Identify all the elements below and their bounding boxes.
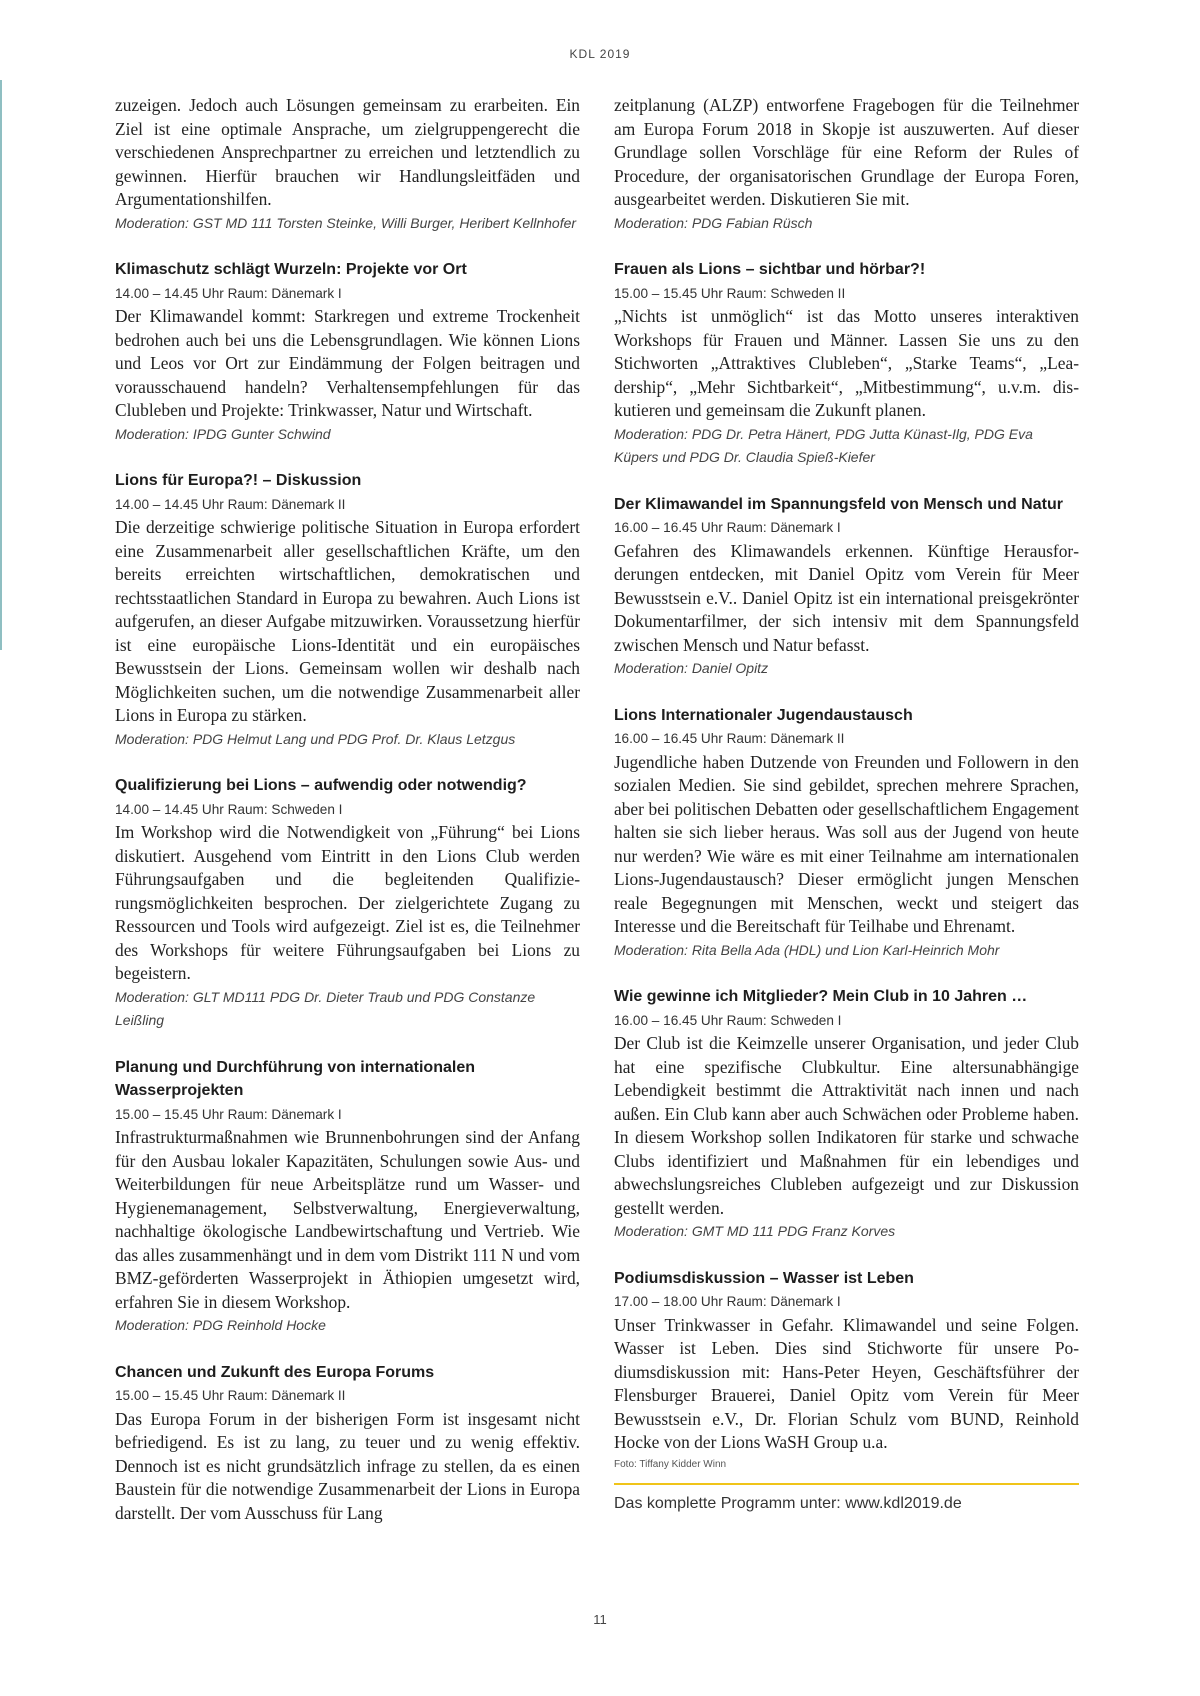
session-description: Unser Trinkwasser in Gefahr. Klimawandel und seine Folgen. Wasser ist Leben. Dies sind Stichworte für unsere Podiumsdiskussion mit: Hans-Peter Heyen, Geschäftsführer der Flensburger Brauerei, Daniel Opitz vom Verein für Meer Bewusstsein e.V., Dr. Florian Schulz vom BUND, Reinhold Hocke von der Lions WaSH Group u.a. [614, 1314, 1079, 1452]
page-number: 11 [593, 1612, 607, 1627]
intro-moderation: Moderation: GST MD 111 Torsten Steinke, Willi Burger, Heribert Kellnhofer [115, 214, 577, 231]
session-jugendaustausch [614, 704, 1079, 963]
intro-moderation: Moderation: PDG Fabian Rüsch [614, 214, 813, 231]
session-time-room: 15.00 – 15.45 Uhr Raum: Schweden II [614, 285, 846, 301]
intro-text: zeitplanung (ALZP) entworfene Fragebogen für die Teilnehmer am Europa Forum 2018 in Skopje ist auszuwerten. Auf dieser Grundlage sollen Vorschläge für eine Reform der Rules of Procedure, der organisatorischen Grundlage der Europa Foren, ausgearbeitet werden. Diskutieren Sie mit. [614, 95, 1079, 209]
session-mitglieder [614, 985, 1079, 1244]
session-podiumsdiskussion [614, 1267, 1079, 1475]
session-title: Lions Internationaler Jugendaustausch [614, 706, 913, 724]
intro-continued [115, 94, 580, 235]
session-time-room: 16.00 – 16.45 Uhr Raum: Schweden I [614, 1012, 842, 1028]
session-moderation: Moderation: IPDG Gunter Schwind [115, 425, 331, 442]
session-description: Infrastrukturmaßnahmen wie Brunnenbohrungen sind der Anfang für den Ausbau lokaler Kapazitäten, Schulungen sowie Aus- und Weiterbildungen für neue Arbeitsplätze rund um Wasser- und Hygienemanagement, Selbstverwaltung, Energieverwaltung, nachhaltige ökologische Landbewirtschaftung und Vertrieb. Wie das alles zusammenhängt und in dem vom Distrikt 111 N und vom BMZ-geförderten Wasserprojekt in Äthiopien umgesetzt wird, erfahren Sie in diesem Workshop. [115, 1127, 580, 1312]
session-frauen-als-lions [614, 258, 1079, 470]
session-europa-forum [115, 1361, 580, 1526]
session-wasserprojekte [115, 1056, 580, 1338]
session-description: Das Europa Forum in der bisherigen Form ist insgesamt nicht befriedigend. Es ist zu lang, zu teuer und zu wenig effektiv. Dennoch ist es nicht grundsätzlich infrage zu stellen, da es einen Baustein für die notwendige Zusammenarbeit der Lions in Europa darstellt. Der vom Ausschuss für Lang [115, 1408, 580, 1523]
session-title: Planung und Durchführung von internationalen Wasserprojekten [115, 1058, 475, 1099]
right-column [614, 94, 1079, 1518]
running-header: KDL 2019 [569, 47, 631, 61]
session-time-room: 14.00 – 14.45 Uhr Raum: Dänemark I [115, 285, 342, 301]
intro-continued [614, 94, 1079, 235]
session-description: Der Klimawandel kommt: Starkregen und extreme Trockenheit bedrohen auch bei uns die Lebensgrundlagen. Wie können Lions und Leos vor Ort zur Eindämmung der Folgen beitragen und vorausschauend handeln? Verhaltensempfehlungen für das Clubleben und Projekte: Trinkwasser, Natur und Wirtschaft. [115, 306, 580, 420]
session-description: Die derzeitige schwierige politische Situation in Europa erfordert eine Zusammenarbeit aller gesellschaftlichen Kräfte, um den bereits erreichten wirtschaftlichen, demokratischen und rechtsstaatlichen Standard in Europa zu bewahren. Auch Lions ist aufgerufen, an dieser Aufgabe mitzuwirken. Voraussetzung hierfür ist eine europäische Lions-Identität und ein europäisches Bewusstsein der Lions. Gemeinsam wollen wir deshalb nach Möglichkeiten suchen, um die notwendige Zusammenarbeit aller Lions in Europa zu stärken. [115, 517, 580, 725]
left-column [115, 94, 580, 1525]
program-link[interactable]: Das komplette Programm unter: www.kdl2019.de [614, 1494, 962, 1512]
session-time-room: 14.00 – 14.45 Uhr Raum: Dänemark II [115, 496, 346, 512]
session-moderation: Moderation: Daniel Opitz [614, 660, 769, 676]
session-klimaschutz [115, 258, 580, 446]
session-title: Klimaschutz schlägt Wurzeln: Projekte vor Ort [115, 261, 467, 278]
session-title: Qualifizierung bei Lions – aufwendig oder notwendig? [115, 777, 527, 794]
session-moderation: Moderation: Rita Bella Ada (HDL) und Lion Karl-Heinrich Mohr [614, 941, 1000, 958]
session-description: Jugendliche haben Dutzende von Freunden und Followern in den sozialen Medien. Sie sind gebildet, sprechen mehrere Sprachen, aber bei politischen Debatten oder gesellschaftlichem Engagement halten sie sich lieber heraus. Was soll aus der Jugend von heute nur werden? Wie wäre es mit einer Teilnahme am internationalen Lions-Jugendaustausch? Dieser ermöglicht jungen Menschen reale Begegnungen mit Menschen, weckt und steigert das Interesse und die Bereitschaft für Teilhabe und Ehrenamt. [614, 751, 1079, 936]
session-qualifizierung [115, 774, 580, 1033]
session-moderation: Moderation: GLT MD111 PDG Dr. Dieter Traub und PDG Constanze Leißling [115, 988, 536, 1028]
session-klimawandel [614, 493, 1079, 681]
session-title: Chancen und Zukunft des Europa Forums [115, 1363, 435, 1381]
session-description: Im Workshop wird die Notwendigkeit von „Führung“ bei Lions diskutiert. Ausgehend vom Eintritt in den Lions Club werden Führungsaufgaben und die begleitenden Qualifizierungsmöglichkeiten besprochen. Der zielgerichtete Zugang zu Ressourcen und Tools wird aufgezeigt. Ziel ist es, die Teilnehmer des Workshops für weitere Führungsaufgaben bei Lions zu begeistern. [115, 822, 580, 983]
session-title: Der Klimawandel im Spannungsfeld von Mensch und Natur [614, 495, 1063, 513]
session-time-room: 16.00 – 16.45 Uhr Raum: Dänemark I [614, 520, 841, 535]
session-title: Wie gewinne ich Mitglieder? Mein Club in 10 Jahren … [614, 988, 1028, 1005]
session-moderation: Moderation: PDG Helmut Lang und PDG Prof. Dr. Klaus Letzgus [115, 730, 516, 747]
session-moderation: Moderation: PDG Dr. Petra Hänert, PDG Jutta Künast-Ilg, PDG Eva Küpers und PDG Dr. Claudia Spieß-Kiefer [614, 425, 1033, 465]
session-moderation: Moderation: GMT MD 111 PDG Franz Korves [614, 1223, 896, 1239]
intro-text: zuzeigen. Jedoch auch Lösungen gemeinsam zu erarbeiten. Ein Ziel ist eine optimale Ansprache, um zielgruppengerecht die verschiedenen Ansprechpartner zu erreichen und letztendlich zu gewinnen. Hierfür brauchen wir Handlungsleitfäden und Argumentationshilfen. [115, 95, 580, 209]
session-time-room: 15.00 – 15.45 Uhr Raum: Dänemark II [115, 1388, 346, 1403]
session-title: Podiumsdiskussion – Wasser ist Leben [614, 1269, 914, 1287]
divider-rule [614, 1483, 1079, 1485]
session-time-room: 17.00 – 18.00 Uhr Raum: Dänemark I [614, 1294, 841, 1309]
session-moderation: Moderation: PDG Reinhold Hocke [115, 1317, 326, 1333]
session-time-room: 14.00 – 14.45 Uhr Raum: Schweden I [115, 801, 343, 817]
session-title: Frauen als Lions – sichtbar und hörbar?! [614, 261, 926, 278]
session-description: Der Club ist die Keimzelle unserer Organisation, und jeder Club hat eine spezifische Clubkultur. Eine altersunabhängige Lebendigkeit bestimmt die Attraktivität nach innen und nach außen. Ein Club kann aber auch Schwächen oder Probleme haben. In diesem Workshop sollen Indikatoren für starke und schwache Clubs identifiziert und Maßnahmen für ein lebendiges und abwechslungsreiches Clubleben aufgezeigt und zur Diskussion gestellt werden. [614, 1033, 1079, 1218]
session-lions-europa [115, 469, 580, 751]
session-time-room: 16.00 – 16.45 Uhr Raum: Dänemark II [614, 731, 845, 746]
page-edge-line [0, 80, 2, 650]
session-description: „Nichts ist unmöglich“ ist das Motto unseres interaktiven Workshops für Frauen und Männer. Lassen Sie uns zu den Stichworten „Attraktives Clubleben“, „Starke Teams“, „Leadership“, „Mehr Sichtbarkeit“, „Mitbestimmung“, u.v.m. diskutieren und gemeinsam die Zukunft planen. [614, 306, 1079, 420]
session-title: Lions für Europa?! – Diskussion [115, 472, 362, 489]
session-time-room: 15.00 – 15.45 Uhr Raum: Dänemark I [115, 1106, 342, 1122]
session-description: Gefahren des Klimawandels erkennen. Künftige Herausforderungen entdecken, mit Daniel Opitz vom Verein für Meer Bewusstsein e.V.. Daniel Opitz ist ein international preisgekrönter Dokumentarfilmer, der sich intensiv mit dem Spannungsfeld zwischen Mensch und Natur befasst. [614, 540, 1079, 655]
photo-credit: Foto: Tiffany Kidder Winn [614, 1458, 727, 1470]
